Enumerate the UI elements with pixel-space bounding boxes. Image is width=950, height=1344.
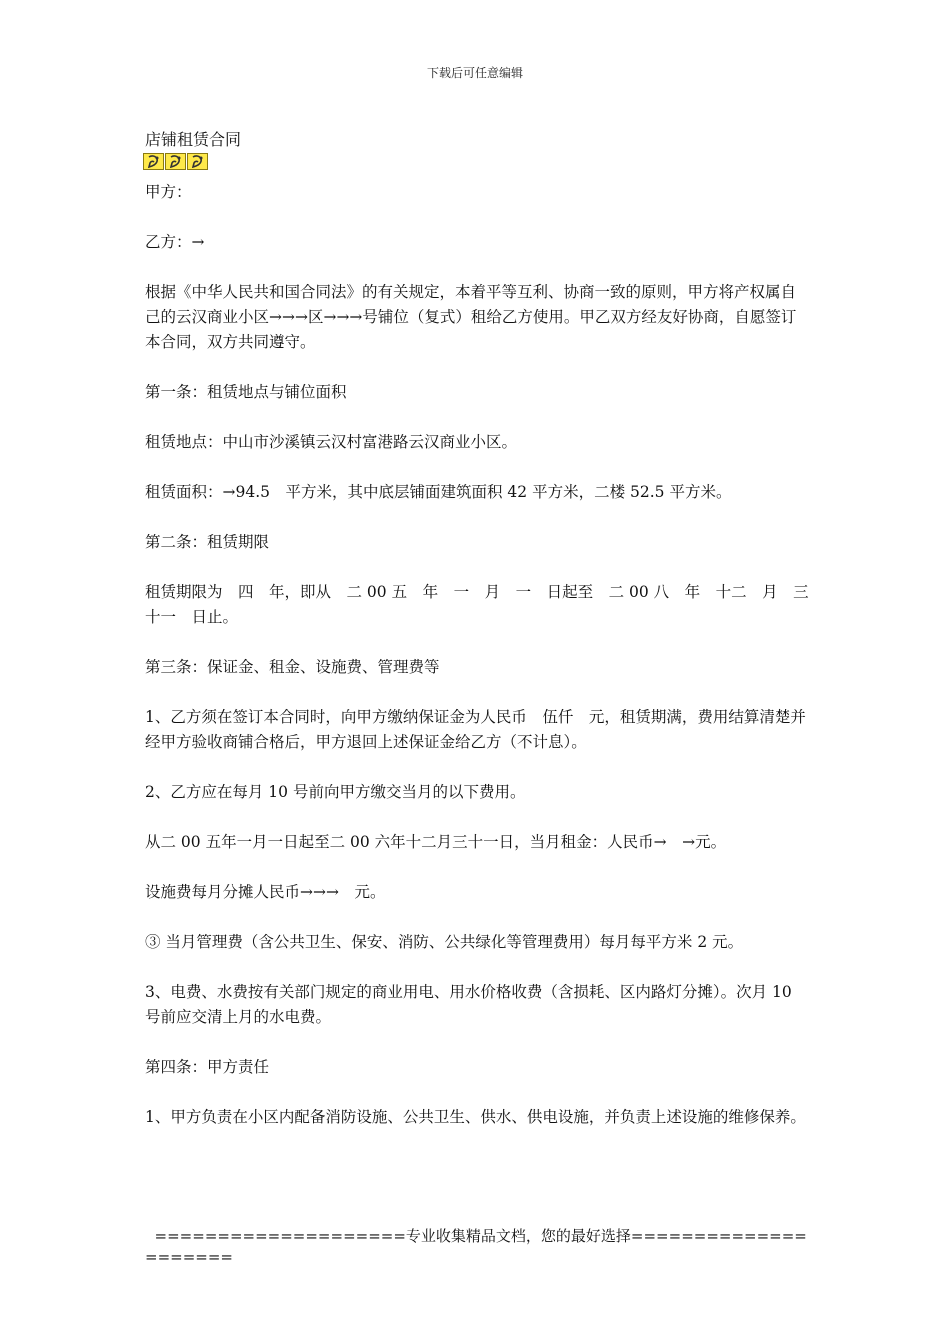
article-3-heading: 第三条：保证金、租金、设施费、管理费等	[145, 658, 440, 676]
scroll-icon	[187, 153, 208, 170]
icon-strip	[143, 153, 208, 170]
lease-location-paragraph: 租赁地点：中山市沙溪镇云汉村富港路云汉商业小区。	[145, 433, 518, 451]
rent-paragraph: 从二 00 五年一月一日起至二 00 六年十二月三十一日，当月租金：人民币→ →元。	[145, 833, 727, 851]
scroll-icon	[143, 153, 164, 170]
document-title: 店铺租赁合同	[145, 130, 242, 149]
monthly-fees-paragraph: 2、乙方应在每月 10 号前向甲方缴交当月的以下费用。	[145, 783, 526, 801]
party-a-duty-paragraph: 1、甲方负责在小区内配备消防设施、公共卫生、供水、供电设施，并负责上述设施的维修保养。	[145, 1108, 806, 1126]
scroll-icon	[165, 153, 186, 170]
article-4-heading: 第四条：甲方责任	[145, 1058, 270, 1076]
management-fee-paragraph: ③ 当月管理费（含公共卫生、保安、消防、公共绿化等管理费用）每月每平方米 2 元。	[145, 933, 744, 951]
footer-note: ====================专业收集精品文档，您的最好选择=====================	[145, 1227, 807, 1266]
header-note: 下载后可任意编辑	[426, 66, 523, 80]
lease-term-paragraph: 租赁期限为 四 年，即从 二 00 五 年 一 月 一 日起至 二 00 八 年 十二 月 三十一 日止。	[145, 583, 809, 626]
party-a-line: 甲方：	[145, 183, 192, 201]
deposit-paragraph: 1、乙方须在签订本合同时，向甲方缴纳保证金为人民币 伍仟 元，租赁期满，费用结算清楚并经甲方验收商铺合格后，甲方退回上述保证金给乙方（不计息）。	[145, 708, 806, 751]
preamble-paragraph: 根据《中华人民共和国合同法》的有关规定，本着平等互利、协商一致的原则，甲方将产权属自己的云汉商业小区→→→区→→→号铺位（复式）租给乙方使用。甲乙双方经友好协商，自愿签订本合同，双方共同遵守。	[145, 283, 797, 351]
article-2-heading: 第二条：租赁期限	[145, 533, 270, 551]
lease-area-paragraph: 租赁面积：→94.5 平方米，其中底层铺面建筑面积 42 平方米，二楼 52.5 平方米。	[145, 483, 732, 501]
facility-fee-paragraph: 设施费每月分摊人民币→→→ 元。	[145, 883, 386, 901]
contract-body	[145, 180, 810, 1155]
article-1-heading: 第一条：租赁地点与铺位面积	[145, 383, 347, 401]
utilities-paragraph: 3、电费、水费按有关部门规定的商业用电、用水价格收费（含损耗、区内路灯分摊）。次月 10 号前应交清上月的水电费。	[145, 983, 797, 1026]
party-b-line: 乙方：→	[145, 233, 205, 251]
